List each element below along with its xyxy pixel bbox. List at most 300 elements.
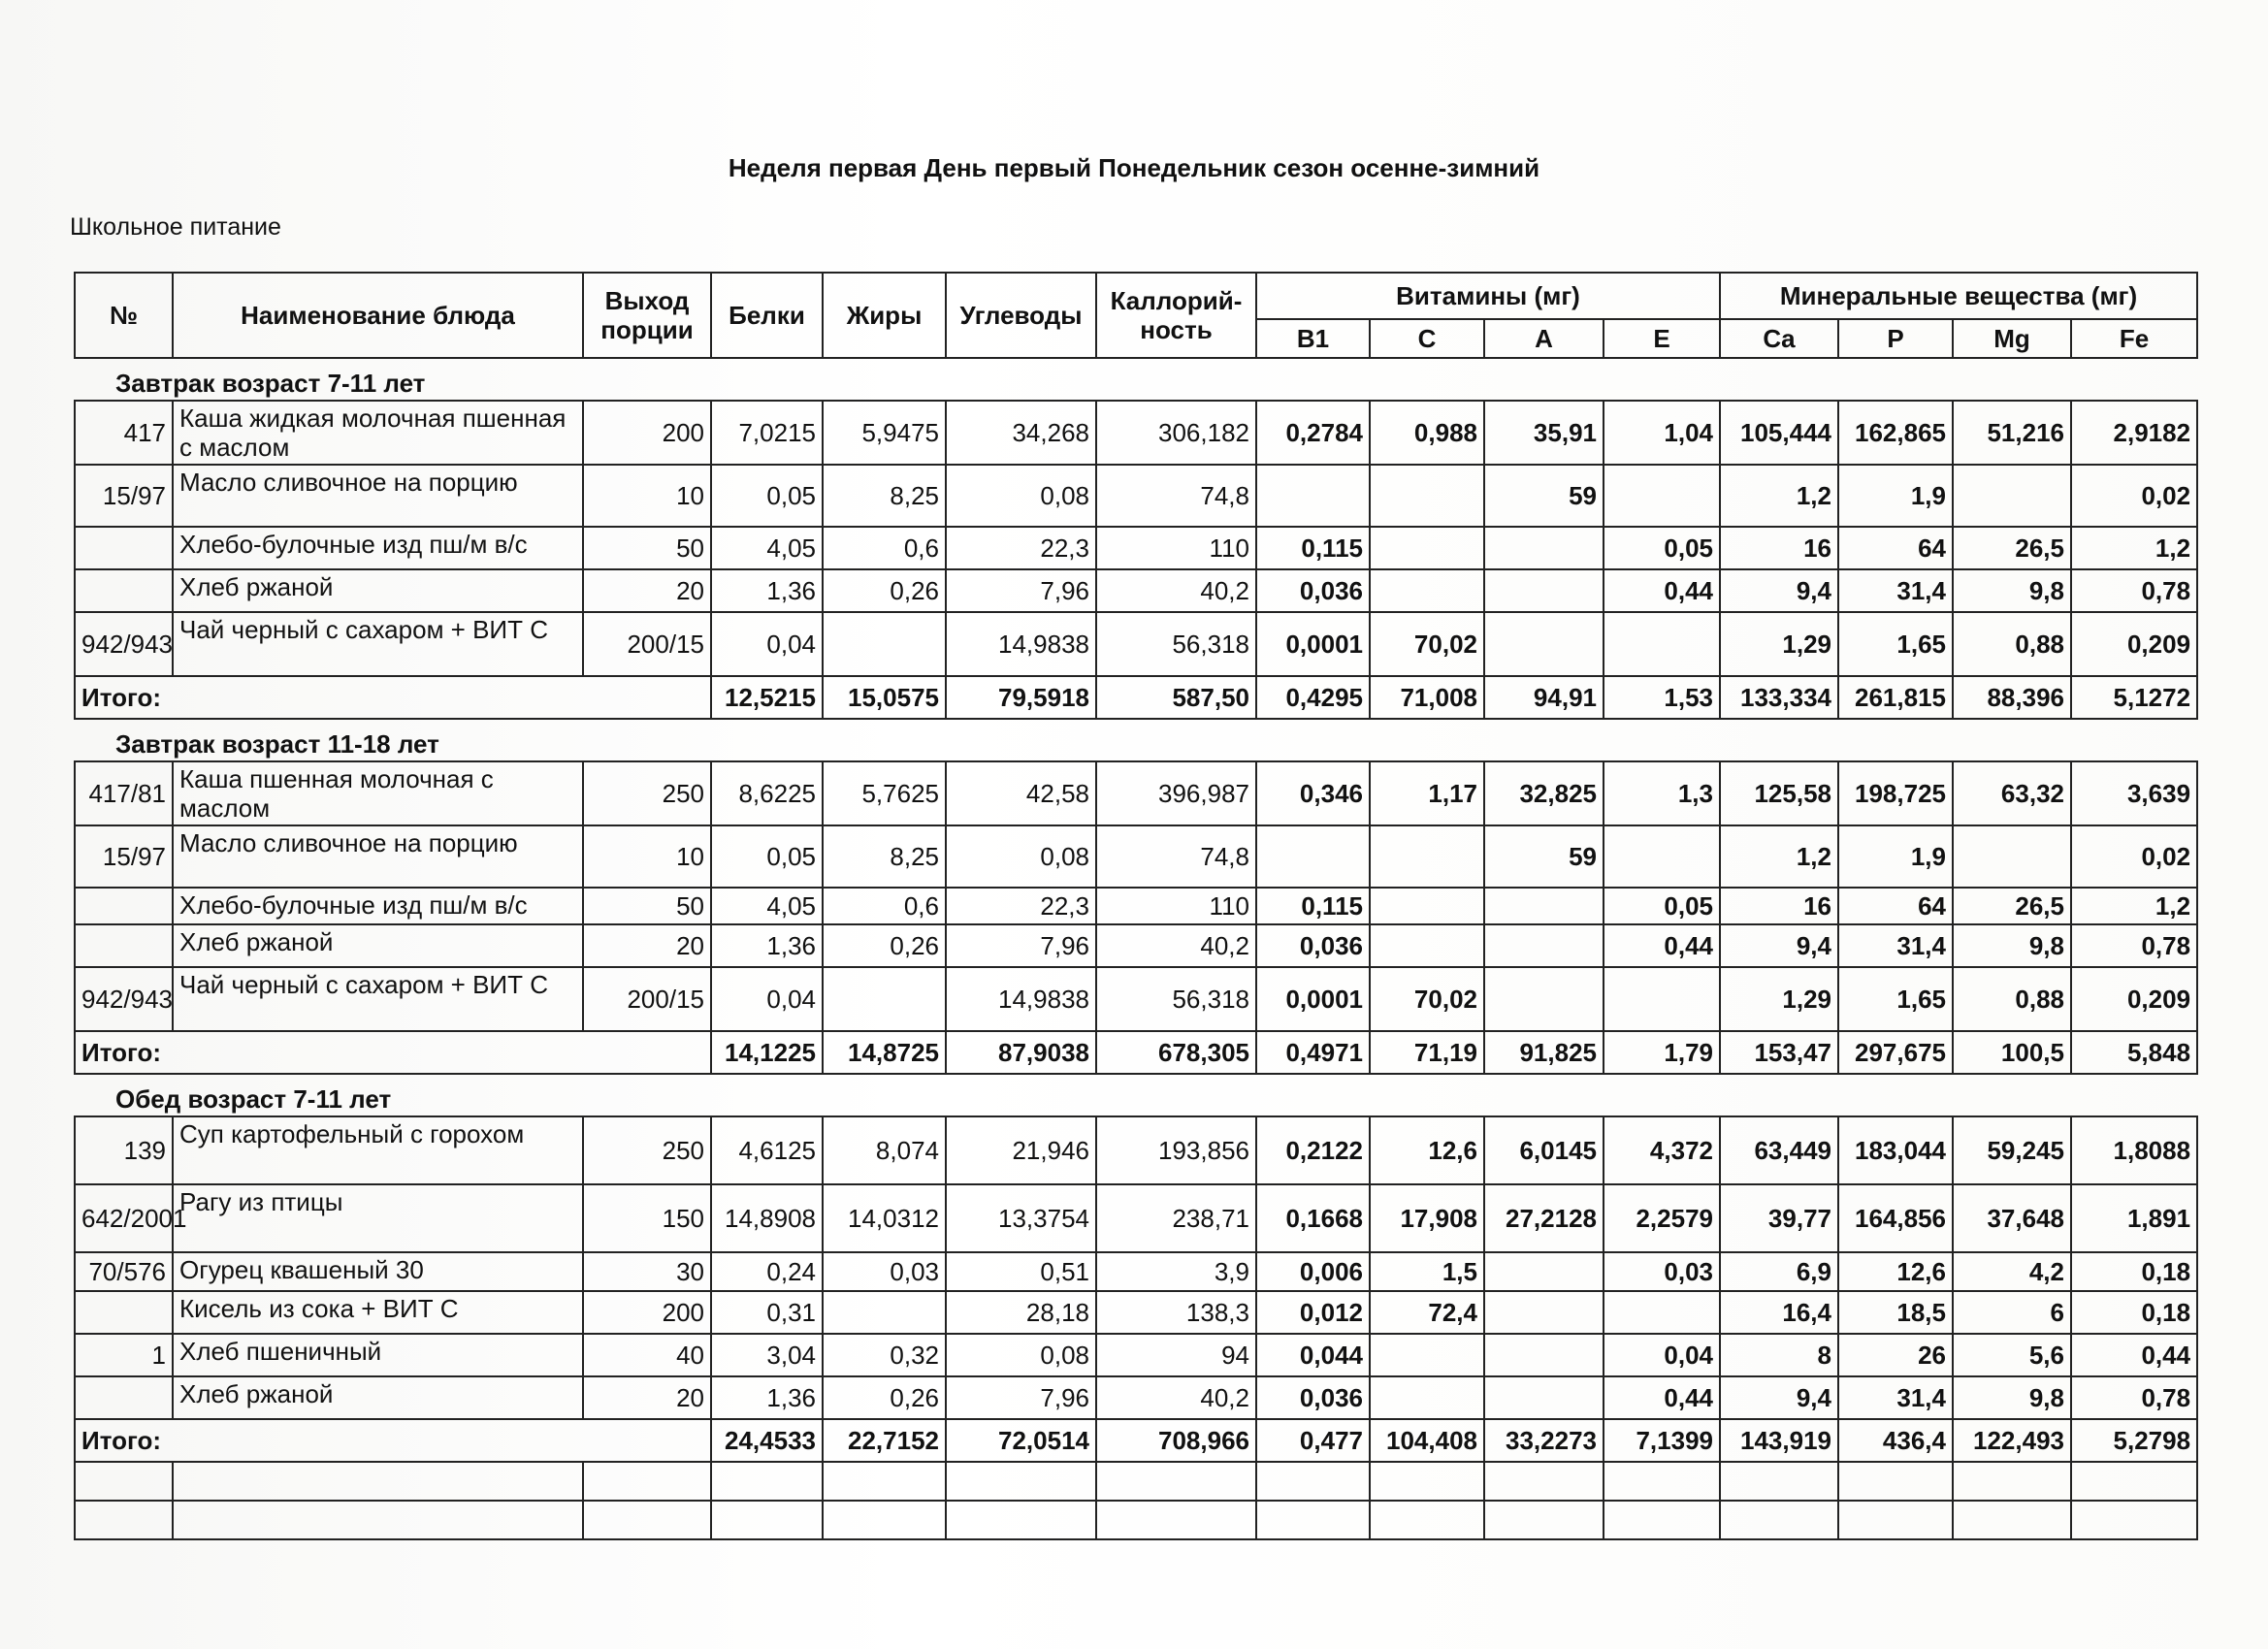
total-row bbox=[75, 1031, 2197, 1074]
cell-portion: 20 bbox=[583, 924, 711, 967]
cell-portion: 200/15 bbox=[583, 967, 711, 1031]
cell-carbs: 14,9838 bbox=[946, 967, 1096, 1031]
cell-e: 0,05 bbox=[1604, 888, 1720, 924]
total-fat: 14,8725 bbox=[823, 1031, 946, 1074]
cell-mg: 6 bbox=[1953, 1291, 2071, 1334]
table-row bbox=[75, 527, 2197, 569]
cell-p: 1,9 bbox=[1838, 825, 1953, 888]
cell-e: 2,2579 bbox=[1604, 1184, 1720, 1252]
cell-fe: 1,2 bbox=[2071, 888, 2197, 924]
cell-ca: 9,4 bbox=[1720, 1376, 1838, 1419]
cell-protein: 4,05 bbox=[711, 888, 823, 924]
empty-cell bbox=[173, 1462, 583, 1501]
total-b1: 0,4971 bbox=[1256, 1031, 1370, 1074]
cell-b1: 0,012 bbox=[1256, 1291, 1370, 1334]
cell-protein: 0,04 bbox=[711, 612, 823, 676]
cell-fe: 0,209 bbox=[2071, 967, 2197, 1031]
cell-kcal: 138,3 bbox=[1096, 1291, 1256, 1334]
cell-mg: 59,245 bbox=[1953, 1116, 2071, 1184]
cell-name: Каша жидкая молочная пшенная с маслом bbox=[173, 401, 583, 465]
cell-kcal: 193,856 bbox=[1096, 1116, 1256, 1184]
total-label: Итого: bbox=[75, 676, 711, 719]
empty-cell bbox=[1370, 1501, 1484, 1539]
cell-p: 1,9 bbox=[1838, 465, 1953, 527]
total-label: Итого: bbox=[75, 1419, 711, 1462]
cell-fe: 0,78 bbox=[2071, 924, 2197, 967]
section-header bbox=[75, 1074, 2197, 1116]
cell-portion: 250 bbox=[583, 1116, 711, 1184]
section-title: Обед возраст 7-11 лет bbox=[75, 1074, 2197, 1116]
cell-ca: 1,29 bbox=[1720, 967, 1838, 1031]
table-row bbox=[75, 401, 2197, 465]
cell-fe: 0,18 bbox=[2071, 1291, 2197, 1334]
cell-protein: 4,6125 bbox=[711, 1116, 823, 1184]
cell-kcal: 40,2 bbox=[1096, 924, 1256, 967]
cell-protein: 0,04 bbox=[711, 967, 823, 1031]
cell-c bbox=[1370, 569, 1484, 612]
cell-fat bbox=[823, 1291, 946, 1334]
cell-code bbox=[75, 1291, 173, 1334]
cell-c: 1,17 bbox=[1370, 761, 1484, 825]
cell-ca: 125,58 bbox=[1720, 761, 1838, 825]
table-row bbox=[75, 1184, 2197, 1252]
cell-a bbox=[1484, 1334, 1604, 1376]
cell-ca: 39,77 bbox=[1720, 1184, 1838, 1252]
empty-cell bbox=[173, 1501, 583, 1539]
cell-name: Масло сливочное на порцию bbox=[173, 825, 583, 888]
header-mg: Mg bbox=[1953, 319, 2071, 358]
cell-e: 0,04 bbox=[1604, 1334, 1720, 1376]
cell-b1: 0,1668 bbox=[1256, 1184, 1370, 1252]
table-row bbox=[75, 612, 2197, 676]
cell-p: 64 bbox=[1838, 888, 1953, 924]
cell-a: 35,91 bbox=[1484, 401, 1604, 465]
cell-fat: 8,25 bbox=[823, 825, 946, 888]
cell-code bbox=[75, 527, 173, 569]
cell-fe: 0,78 bbox=[2071, 569, 2197, 612]
cell-portion: 20 bbox=[583, 1376, 711, 1419]
header-vitamins: Витамины (мг) bbox=[1256, 273, 1720, 319]
cell-a bbox=[1484, 924, 1604, 967]
total-fe: 5,2798 bbox=[2071, 1419, 2197, 1462]
cell-kcal: 3,9 bbox=[1096, 1252, 1256, 1291]
cell-a: 59 bbox=[1484, 465, 1604, 527]
cell-p: 1,65 bbox=[1838, 612, 1953, 676]
cell-p: 64 bbox=[1838, 527, 1953, 569]
cell-protein: 0,31 bbox=[711, 1291, 823, 1334]
cell-a: 32,825 bbox=[1484, 761, 1604, 825]
cell-b1: 0,2784 bbox=[1256, 401, 1370, 465]
cell-name: Хлеб пшеничный bbox=[173, 1334, 583, 1376]
cell-carbs: 22,3 bbox=[946, 527, 1096, 569]
cell-fat: 0,26 bbox=[823, 569, 946, 612]
cell-carbs: 7,96 bbox=[946, 1376, 1096, 1419]
cell-p: 1,65 bbox=[1838, 967, 1953, 1031]
total-fat: 15,0575 bbox=[823, 676, 946, 719]
cell-c: 70,02 bbox=[1370, 967, 1484, 1031]
cell-fat: 14,0312 bbox=[823, 1184, 946, 1252]
cell-p: 18,5 bbox=[1838, 1291, 1953, 1334]
section-header bbox=[75, 719, 2197, 761]
cell-fat bbox=[823, 967, 946, 1031]
cell-protein: 1,36 bbox=[711, 924, 823, 967]
cell-a bbox=[1484, 612, 1604, 676]
cell-code: 139 bbox=[75, 1116, 173, 1184]
cell-protein: 14,8908 bbox=[711, 1184, 823, 1252]
cell-portion: 40 bbox=[583, 1334, 711, 1376]
table-row bbox=[75, 465, 2197, 527]
cell-fe: 0,02 bbox=[2071, 465, 2197, 527]
cell-b1: 0,2122 bbox=[1256, 1116, 1370, 1184]
cell-fe: 0,44 bbox=[2071, 1334, 2197, 1376]
cell-a bbox=[1484, 1252, 1604, 1291]
cell-p: 31,4 bbox=[1838, 1376, 1953, 1419]
header-carbs: Углеводы bbox=[946, 273, 1096, 358]
cell-c bbox=[1370, 527, 1484, 569]
cell-mg: 26,5 bbox=[1953, 527, 2071, 569]
cell-kcal: 396,987 bbox=[1096, 761, 1256, 825]
total-a: 94,91 bbox=[1484, 676, 1604, 719]
table-row bbox=[75, 1291, 2197, 1334]
cell-code: 642/2001 bbox=[75, 1184, 173, 1252]
cell-c bbox=[1370, 1376, 1484, 1419]
table-row bbox=[75, 825, 2197, 888]
header-b1: B1 bbox=[1256, 319, 1370, 358]
cell-fat: 0,03 bbox=[823, 1252, 946, 1291]
empty-row bbox=[75, 1501, 2197, 1539]
cell-e: 1,3 bbox=[1604, 761, 1720, 825]
cell-name: Рагу из птицы bbox=[173, 1184, 583, 1252]
cell-e bbox=[1604, 825, 1720, 888]
cell-a bbox=[1484, 967, 1604, 1031]
cell-ca: 63,449 bbox=[1720, 1116, 1838, 1184]
empty-cell bbox=[711, 1501, 823, 1539]
cell-carbs: 0,08 bbox=[946, 825, 1096, 888]
cell-fe: 3,639 bbox=[2071, 761, 2197, 825]
cell-carbs: 0,08 bbox=[946, 465, 1096, 527]
cell-fat: 0,6 bbox=[823, 527, 946, 569]
cell-e bbox=[1604, 612, 1720, 676]
cell-c bbox=[1370, 825, 1484, 888]
cell-p: 12,6 bbox=[1838, 1252, 1953, 1291]
cell-p: 183,044 bbox=[1838, 1116, 1953, 1184]
total-e: 7,1399 bbox=[1604, 1419, 1720, 1462]
total-mg: 122,493 bbox=[1953, 1419, 2071, 1462]
cell-mg: 63,32 bbox=[1953, 761, 2071, 825]
cell-carbs: 7,96 bbox=[946, 924, 1096, 967]
cell-code: 417/81 bbox=[75, 761, 173, 825]
cell-b1: 0,036 bbox=[1256, 569, 1370, 612]
table-row bbox=[75, 888, 2197, 924]
cell-b1: 0,0001 bbox=[1256, 967, 1370, 1031]
cell-fat: 0,6 bbox=[823, 888, 946, 924]
cell-e: 1,04 bbox=[1604, 401, 1720, 465]
empty-cell bbox=[1096, 1462, 1256, 1501]
empty-cell bbox=[1604, 1501, 1720, 1539]
cell-e: 0,44 bbox=[1604, 924, 1720, 967]
cell-fe: 0,18 bbox=[2071, 1252, 2197, 1291]
cell-kcal: 110 bbox=[1096, 527, 1256, 569]
cell-a bbox=[1484, 1376, 1604, 1419]
cell-mg: 4,2 bbox=[1953, 1252, 2071, 1291]
cell-b1: 0,006 bbox=[1256, 1252, 1370, 1291]
cell-e: 4,372 bbox=[1604, 1116, 1720, 1184]
empty-cell bbox=[1484, 1501, 1604, 1539]
cell-a: 27,2128 bbox=[1484, 1184, 1604, 1252]
empty-cell bbox=[1096, 1501, 1256, 1539]
cell-carbs: 0,08 bbox=[946, 1334, 1096, 1376]
cell-c: 1,5 bbox=[1370, 1252, 1484, 1291]
total-a: 91,825 bbox=[1484, 1031, 1604, 1074]
header-portion: Выход порции bbox=[583, 273, 711, 358]
cell-kcal: 56,318 bbox=[1096, 612, 1256, 676]
cell-fe: 1,891 bbox=[2071, 1184, 2197, 1252]
cell-name: Хлебо-булочные изд пш/м в/с bbox=[173, 888, 583, 924]
cell-code bbox=[75, 1376, 173, 1419]
total-carbs: 79,5918 bbox=[946, 676, 1096, 719]
cell-name: Кисель из сока + ВИТ С bbox=[173, 1291, 583, 1334]
total-mg: 88,396 bbox=[1953, 676, 2071, 719]
total-a: 33,2273 bbox=[1484, 1419, 1604, 1462]
cell-fe: 0,78 bbox=[2071, 1376, 2197, 1419]
cell-portion: 10 bbox=[583, 825, 711, 888]
cell-carbs: 7,96 bbox=[946, 569, 1096, 612]
cell-carbs: 21,946 bbox=[946, 1116, 1096, 1184]
empty-cell bbox=[1720, 1462, 1838, 1501]
total-p: 297,675 bbox=[1838, 1031, 1953, 1074]
cell-fat: 0,26 bbox=[823, 924, 946, 967]
page-subtitle: Школьное питание bbox=[70, 213, 281, 241]
empty-cell bbox=[1838, 1501, 1953, 1539]
total-b1: 0,477 bbox=[1256, 1419, 1370, 1462]
cell-carbs: 22,3 bbox=[946, 888, 1096, 924]
cell-code: 942/943 bbox=[75, 967, 173, 1031]
page-title: Неделя первая День первый Понедельник сезон осенне-зимний bbox=[728, 153, 1540, 182]
cell-ca: 9,4 bbox=[1720, 924, 1838, 967]
section-title: Завтрак возраст 11-18 лет bbox=[75, 719, 2197, 761]
cell-fe: 1,8088 bbox=[2071, 1116, 2197, 1184]
cell-name: Суп картофельный с горохом bbox=[173, 1116, 583, 1184]
empty-cell bbox=[1370, 1462, 1484, 1501]
cell-carbs: 42,58 bbox=[946, 761, 1096, 825]
cell-portion: 50 bbox=[583, 527, 711, 569]
total-c: 104,408 bbox=[1370, 1419, 1484, 1462]
table-row bbox=[75, 924, 2197, 967]
header-fe: Fe bbox=[2071, 319, 2197, 358]
cell-portion: 200/15 bbox=[583, 612, 711, 676]
table-row bbox=[75, 1376, 2197, 1419]
cell-mg: 5,6 bbox=[1953, 1334, 2071, 1376]
empty-cell bbox=[1256, 1501, 1370, 1539]
cell-kcal: 306,182 bbox=[1096, 401, 1256, 465]
header-a: A bbox=[1484, 319, 1604, 358]
cell-kcal: 110 bbox=[1096, 888, 1256, 924]
cell-carbs: 14,9838 bbox=[946, 612, 1096, 676]
cell-kcal: 40,2 bbox=[1096, 569, 1256, 612]
cell-mg: 26,5 bbox=[1953, 888, 2071, 924]
cell-fat: 0,32 bbox=[823, 1334, 946, 1376]
total-row bbox=[75, 676, 2197, 719]
cell-kcal: 74,8 bbox=[1096, 825, 1256, 888]
cell-mg: 9,8 bbox=[1953, 924, 2071, 967]
cell-b1 bbox=[1256, 825, 1370, 888]
empty-cell bbox=[1604, 1462, 1720, 1501]
cell-e: 0,44 bbox=[1604, 569, 1720, 612]
cell-protein: 3,04 bbox=[711, 1334, 823, 1376]
cell-ca: 16 bbox=[1720, 527, 1838, 569]
total-b1: 0,4295 bbox=[1256, 676, 1370, 719]
empty-cell bbox=[2071, 1501, 2197, 1539]
cell-carbs: 13,3754 bbox=[946, 1184, 1096, 1252]
header-e: E bbox=[1604, 319, 1720, 358]
cell-portion: 30 bbox=[583, 1252, 711, 1291]
cell-name: Каша пшенная молочная с маслом bbox=[173, 761, 583, 825]
total-label: Итого: bbox=[75, 1031, 711, 1074]
header-name: Наименование блюда bbox=[173, 273, 583, 358]
cell-code: 942/943 bbox=[75, 612, 173, 676]
header-c: C bbox=[1370, 319, 1484, 358]
total-carbs: 87,9038 bbox=[946, 1031, 1096, 1074]
cell-e: 0,05 bbox=[1604, 527, 1720, 569]
cell-mg bbox=[1953, 465, 2071, 527]
total-fat: 22,7152 bbox=[823, 1419, 946, 1462]
table-row bbox=[75, 1334, 2197, 1376]
empty-cell bbox=[1953, 1501, 2071, 1539]
cell-ca: 1,2 bbox=[1720, 465, 1838, 527]
total-p: 261,815 bbox=[1838, 676, 1953, 719]
cell-code bbox=[75, 924, 173, 967]
total-c: 71,19 bbox=[1370, 1031, 1484, 1074]
cell-protein: 1,36 bbox=[711, 1376, 823, 1419]
cell-e: 0,44 bbox=[1604, 1376, 1720, 1419]
cell-fat: 8,074 bbox=[823, 1116, 946, 1184]
cell-b1: 0,115 bbox=[1256, 888, 1370, 924]
cell-carbs: 34,268 bbox=[946, 401, 1096, 465]
cell-c: 12,6 bbox=[1370, 1116, 1484, 1184]
cell-portion: 200 bbox=[583, 1291, 711, 1334]
cell-protein: 1,36 bbox=[711, 569, 823, 612]
cell-ca: 8 bbox=[1720, 1334, 1838, 1376]
cell-c bbox=[1370, 888, 1484, 924]
empty-cell bbox=[1484, 1462, 1604, 1501]
cell-code: 1 bbox=[75, 1334, 173, 1376]
cell-ca: 1,29 bbox=[1720, 612, 1838, 676]
cell-ca: 1,2 bbox=[1720, 825, 1838, 888]
cell-c bbox=[1370, 1334, 1484, 1376]
cell-code: 15/97 bbox=[75, 465, 173, 527]
header-protein: Белки bbox=[711, 273, 823, 358]
empty-cell bbox=[946, 1462, 1096, 1501]
cell-code: 15/97 bbox=[75, 825, 173, 888]
cell-mg: 51,216 bbox=[1953, 401, 2071, 465]
empty-cell bbox=[75, 1462, 173, 1501]
nutrition-table bbox=[74, 272, 2198, 1540]
cell-name: Хлеб ржаной bbox=[173, 924, 583, 967]
cell-carbs: 0,51 bbox=[946, 1252, 1096, 1291]
header-fat: Жиры bbox=[823, 273, 946, 358]
cell-p: 31,4 bbox=[1838, 924, 1953, 967]
cell-protein: 8,6225 bbox=[711, 761, 823, 825]
total-fe: 5,1272 bbox=[2071, 676, 2197, 719]
cell-code: 417 bbox=[75, 401, 173, 465]
cell-ca: 16,4 bbox=[1720, 1291, 1838, 1334]
cell-b1: 0,036 bbox=[1256, 924, 1370, 967]
cell-mg bbox=[1953, 825, 2071, 888]
total-kcal: 678,305 bbox=[1096, 1031, 1256, 1074]
cell-fe: 1,2 bbox=[2071, 527, 2197, 569]
cell-e bbox=[1604, 465, 1720, 527]
cell-fe: 2,9182 bbox=[2071, 401, 2197, 465]
cell-portion: 200 bbox=[583, 401, 711, 465]
total-e: 1,53 bbox=[1604, 676, 1720, 719]
cell-code: 70/576 bbox=[75, 1252, 173, 1291]
header-calories: Каллорий-ность bbox=[1096, 273, 1256, 358]
total-carbs: 72,0514 bbox=[946, 1419, 1096, 1462]
cell-name: Чай черный с сахаром + ВИТ С bbox=[173, 967, 583, 1031]
cell-code bbox=[75, 569, 173, 612]
cell-name: Хлеб ржаной bbox=[173, 569, 583, 612]
cell-name: Хлеб ржаной bbox=[173, 1376, 583, 1419]
cell-fat: 5,7625 bbox=[823, 761, 946, 825]
cell-c: 0,988 bbox=[1370, 401, 1484, 465]
cell-p: 26 bbox=[1838, 1334, 1953, 1376]
cell-fat: 0,26 bbox=[823, 1376, 946, 1419]
total-protein: 12,5215 bbox=[711, 676, 823, 719]
table-row bbox=[75, 1252, 2197, 1291]
cell-a bbox=[1484, 569, 1604, 612]
total-kcal: 587,50 bbox=[1096, 676, 1256, 719]
section-title: Завтрак возраст 7-11 лет bbox=[75, 358, 2197, 401]
cell-b1: 0,346 bbox=[1256, 761, 1370, 825]
cell-kcal: 56,318 bbox=[1096, 967, 1256, 1031]
cell-ca: 16 bbox=[1720, 888, 1838, 924]
cell-protein: 0,05 bbox=[711, 825, 823, 888]
cell-code bbox=[75, 888, 173, 924]
cell-fe: 0,02 bbox=[2071, 825, 2197, 888]
cell-mg: 0,88 bbox=[1953, 612, 2071, 676]
cell-a bbox=[1484, 1291, 1604, 1334]
total-e: 1,79 bbox=[1604, 1031, 1720, 1074]
section-header bbox=[75, 358, 2197, 401]
cell-a bbox=[1484, 527, 1604, 569]
cell-a bbox=[1484, 888, 1604, 924]
cell-e bbox=[1604, 1291, 1720, 1334]
total-c: 71,008 bbox=[1370, 676, 1484, 719]
cell-c bbox=[1370, 924, 1484, 967]
cell-e: 0,03 bbox=[1604, 1252, 1720, 1291]
cell-fe: 0,209 bbox=[2071, 612, 2197, 676]
table-row bbox=[75, 1116, 2197, 1184]
cell-mg: 0,88 bbox=[1953, 967, 2071, 1031]
cell-e bbox=[1604, 967, 1720, 1031]
cell-mg: 9,8 bbox=[1953, 1376, 2071, 1419]
empty-cell bbox=[1953, 1462, 2071, 1501]
cell-c bbox=[1370, 465, 1484, 527]
total-row bbox=[75, 1419, 2197, 1462]
empty-cell bbox=[946, 1501, 1096, 1539]
header-ca: Ca bbox=[1720, 319, 1838, 358]
total-p: 436,4 bbox=[1838, 1419, 1953, 1462]
cell-mg: 37,648 bbox=[1953, 1184, 2071, 1252]
total-ca: 153,47 bbox=[1720, 1031, 1838, 1074]
cell-b1: 0,0001 bbox=[1256, 612, 1370, 676]
cell-name: Огурец квашеный 30 bbox=[173, 1252, 583, 1291]
total-kcal: 708,966 bbox=[1096, 1419, 1256, 1462]
cell-b1: 0,036 bbox=[1256, 1376, 1370, 1419]
cell-p: 31,4 bbox=[1838, 569, 1953, 612]
cell-portion: 10 bbox=[583, 465, 711, 527]
table-row bbox=[75, 761, 2197, 825]
